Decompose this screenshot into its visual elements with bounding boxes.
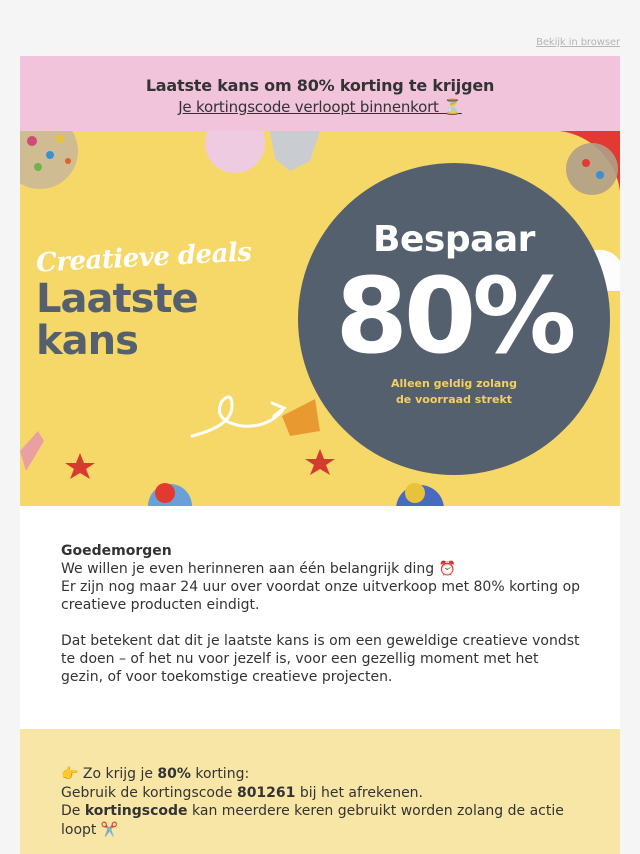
banner-subtitle-link[interactable]: Je kortingscode verloopt binnenkort ⏳: [178, 98, 462, 116]
circle-note-line2: de voorraad strekt: [395, 393, 513, 406]
code-line3-suffix: kan meerdere keren gebruikt worden zolang de actie loopt ✂️: [61, 803, 564, 838]
paragraph-2: Dat betekent dat dit je laatste kans is om een geweldige creatieve vondst te doen – of het nu voor jezelf is, voor een gezellig moment met het gezin, of voor toekomstige creatieve projecten.: [61, 633, 580, 685]
hero-headline-line1: Laatste: [36, 276, 198, 322]
banner-title: Laatste kans om 80% korting te krijgen: [145, 76, 495, 95]
message-body: [20, 506, 620, 729]
hero-script-text: Creatieve deals: [35, 237, 253, 279]
intro-line2: Er zijn nog maar 24 uur over voordat onze uitverkoop met 80% korting op creatieve producten eindigt.: [61, 579, 581, 613]
circle-note-line1: Alleen geldig zolang: [391, 377, 517, 390]
intro-line1: We willen je even herinneren aan één belangrijk ding ⏰: [61, 561, 457, 577]
circle-note: [298, 376, 610, 408]
discount-code: 801261: [236, 784, 296, 801]
code-line1-bold: 80%: [157, 766, 191, 782]
greeting: Goedemorgen: [61, 543, 172, 559]
code-line2-suffix: bij het afrekenen.: [295, 784, 423, 801]
code-line1: [61, 765, 581, 784]
discount-code-box: [20, 729, 620, 854]
code-line3-prefix: De: [61, 803, 85, 819]
view-in-browser-link[interactable]: Bekijk in browser: [536, 37, 620, 48]
code-line2-prefix: Gebruik de kortingscode: [61, 784, 237, 801]
hero-image[interactable]: [20, 131, 620, 506]
circle-title: Bespaar: [373, 219, 535, 260]
promo-banner[interactable]: [20, 56, 620, 131]
code-line3: [61, 802, 581, 839]
code-line1-suffix: korting:: [190, 766, 250, 782]
code-line2: [61, 784, 581, 803]
code-line3-bold: kortingscode: [84, 803, 188, 819]
circle-percentage: 80%: [335, 255, 573, 377]
code-line1-prefix: 👉 Zo krijg je: [61, 766, 158, 782]
hero-headline-line2: kans: [36, 318, 138, 364]
